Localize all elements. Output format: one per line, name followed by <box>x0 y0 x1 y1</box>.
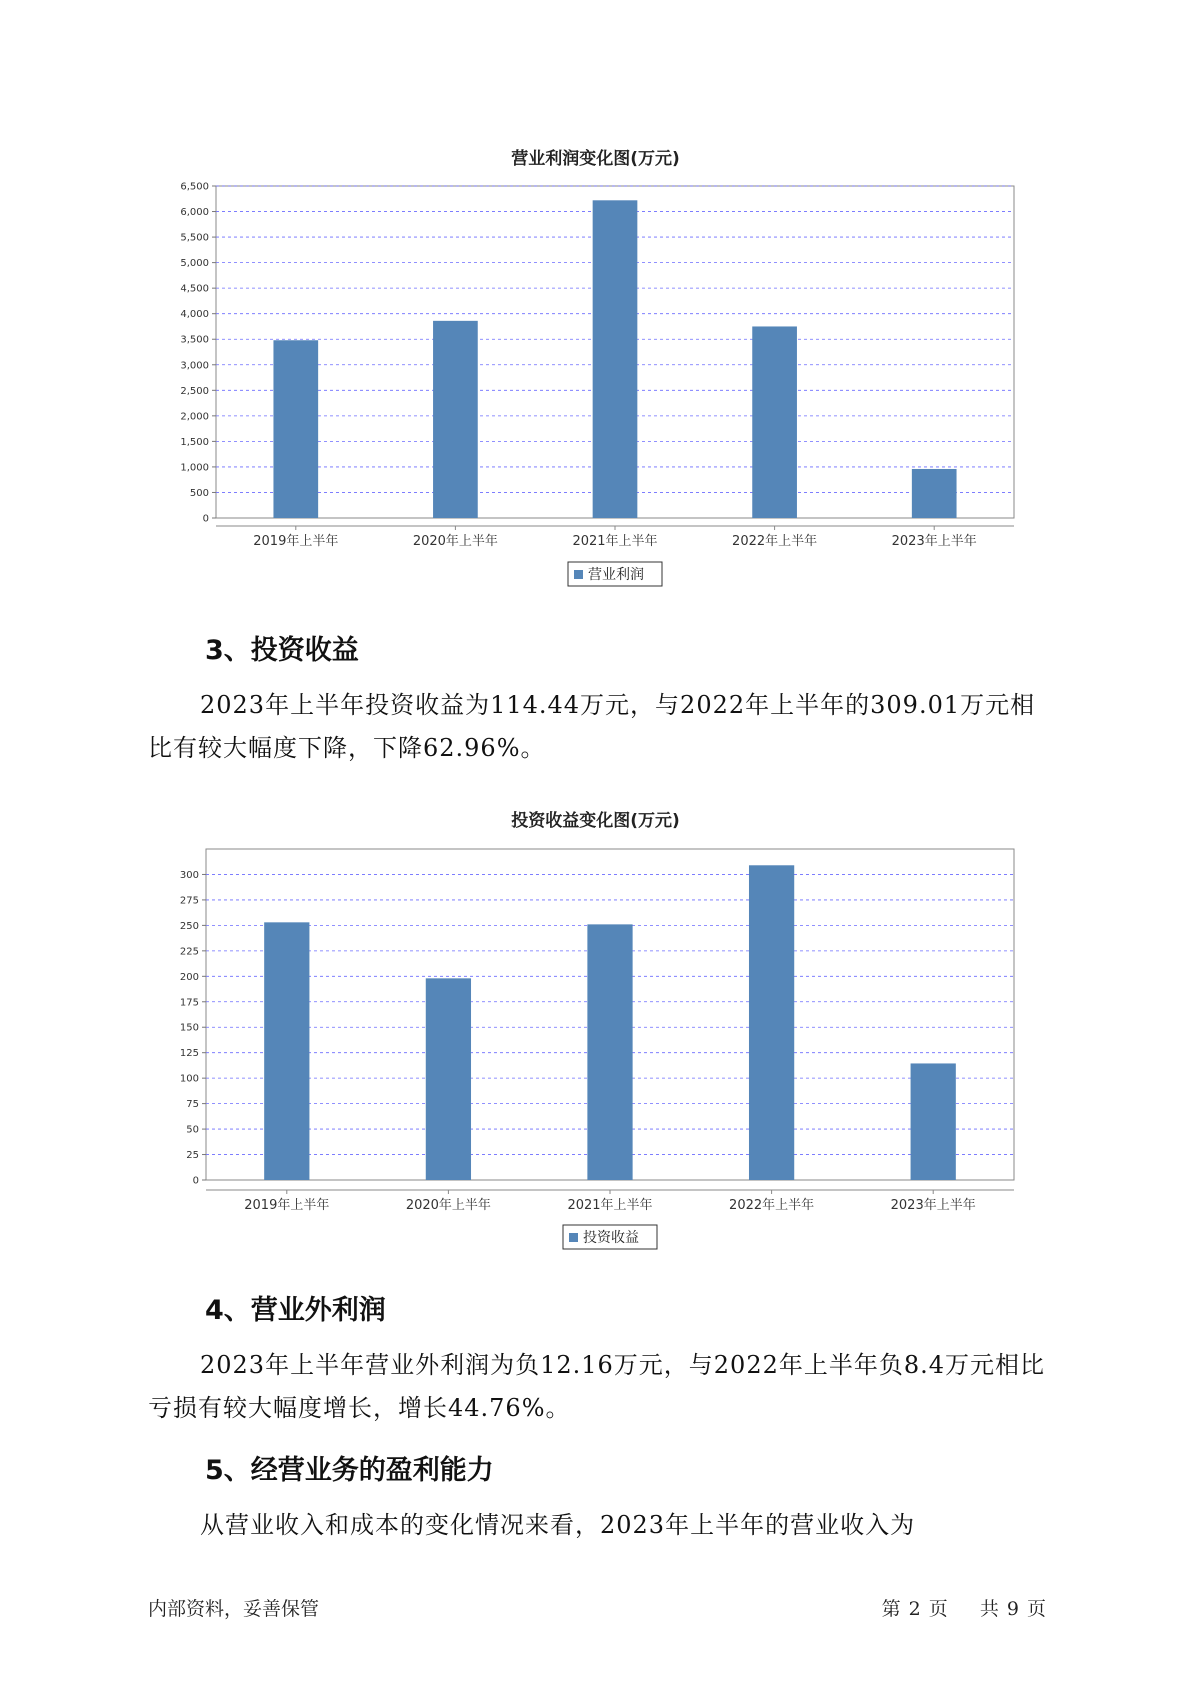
x-tick-label: 2019年上半年 <box>253 534 339 549</box>
section-paragraph-non-operating-profit: 2023年上半年营业外利润为负12.16万元，与2022年上半年负8.4万元相比亏损有较大幅度增长，增长44.76%。 <box>148 1351 1046 1422</box>
bar <box>587 924 632 1180</box>
section-heading-profitability: 5、经营业务的盈利能力 <box>205 1455 494 1486</box>
y-tick-label: 75 <box>186 1099 199 1111</box>
page-suffix: 页 <box>928 1598 948 1620</box>
chart-title-operating-profit: 营业利润变化图(万元) <box>511 149 680 169</box>
y-tick-label: 4,000 <box>180 309 209 321</box>
y-tick-label: 50 <box>186 1124 199 1136</box>
page-total: 9 <box>1006 1598 1019 1620</box>
y-tick-label: 0 <box>192 1175 199 1187</box>
x-tick-label: 2020年上半年 <box>412 534 498 549</box>
y-tick-label: 3,500 <box>180 334 209 346</box>
y-tick-label: 225 <box>179 946 199 958</box>
bar <box>911 1063 956 1180</box>
y-tick-label: 5,000 <box>180 258 209 270</box>
y-tick-label: 125 <box>179 1048 199 1060</box>
bar <box>749 865 794 1180</box>
x-tick-label: 2019年上半年 <box>244 1198 330 1213</box>
y-tick-label: 1,500 <box>180 436 209 448</box>
section-heading-investment-income: 3、投资收益 <box>205 635 359 666</box>
y-tick-label: 5,500 <box>180 232 209 244</box>
legend-swatch <box>569 1233 578 1242</box>
legend-label: 营业利润 <box>588 567 644 583</box>
y-tick-label: 100 <box>179 1073 199 1085</box>
x-tick-label: 2022年上半年 <box>732 534 818 549</box>
y-tick-label: 175 <box>179 997 199 1009</box>
x-tick-label: 2021年上半年 <box>572 534 658 549</box>
bar <box>426 978 471 1180</box>
y-tick-label: 6,500 <box>180 181 209 193</box>
y-tick-label: 150 <box>179 1022 199 1034</box>
section-paragraph-investment-income: 2023年上半年投资收益为114.44万元，与2022年上半年的309.01万元相比有较大幅度下降，下降62.96%。 <box>148 691 1036 762</box>
y-tick-label: 4,500 <box>180 283 209 295</box>
page-current: 2 <box>908 1598 921 1620</box>
x-tick-label: 2023年上半年 <box>890 1198 976 1213</box>
x-tick-label: 2020年上半年 <box>405 1198 491 1213</box>
total-prefix: 共 <box>979 1598 999 1620</box>
page-prefix: 第 <box>881 1598 901 1620</box>
y-tick-label: 25 <box>186 1150 199 1162</box>
total-suffix: 页 <box>1026 1598 1046 1620</box>
y-tick-label: 2,000 <box>180 411 209 423</box>
bar <box>264 922 309 1180</box>
y-tick-label: 300 <box>179 869 199 881</box>
y-tick-label: 500 <box>189 487 209 499</box>
footer-page-number <box>878 1594 1050 1621</box>
chart-title-investment-income: 投资收益变化图(万元) <box>511 811 680 831</box>
y-tick-label: 2,500 <box>180 385 209 397</box>
y-tick-label: 3,000 <box>180 360 209 372</box>
y-tick-label: 275 <box>179 895 199 907</box>
x-tick-label: 2021年上半年 <box>567 1198 653 1213</box>
y-tick-label: 250 <box>179 920 199 932</box>
y-tick-label: 1,000 <box>180 462 209 474</box>
y-tick-label: 200 <box>179 971 199 983</box>
y-tick-label: 0 <box>202 513 209 525</box>
x-tick-label: 2023年上半年 <box>891 534 977 549</box>
footer-confidential-note: 内部资料，妥善保管 <box>148 1598 320 1620</box>
section-paragraph-profitability: 从营业收入和成本的变化情况来看，2023年上半年的营业收入为 <box>200 1511 916 1539</box>
x-tick-label: 2022年上半年 <box>729 1198 815 1213</box>
section-heading-non-operating-profit: 4、营业外利润 <box>205 1295 386 1326</box>
y-tick-label: 6,000 <box>180 207 209 219</box>
legend-label: 投资收益 <box>583 1230 639 1246</box>
